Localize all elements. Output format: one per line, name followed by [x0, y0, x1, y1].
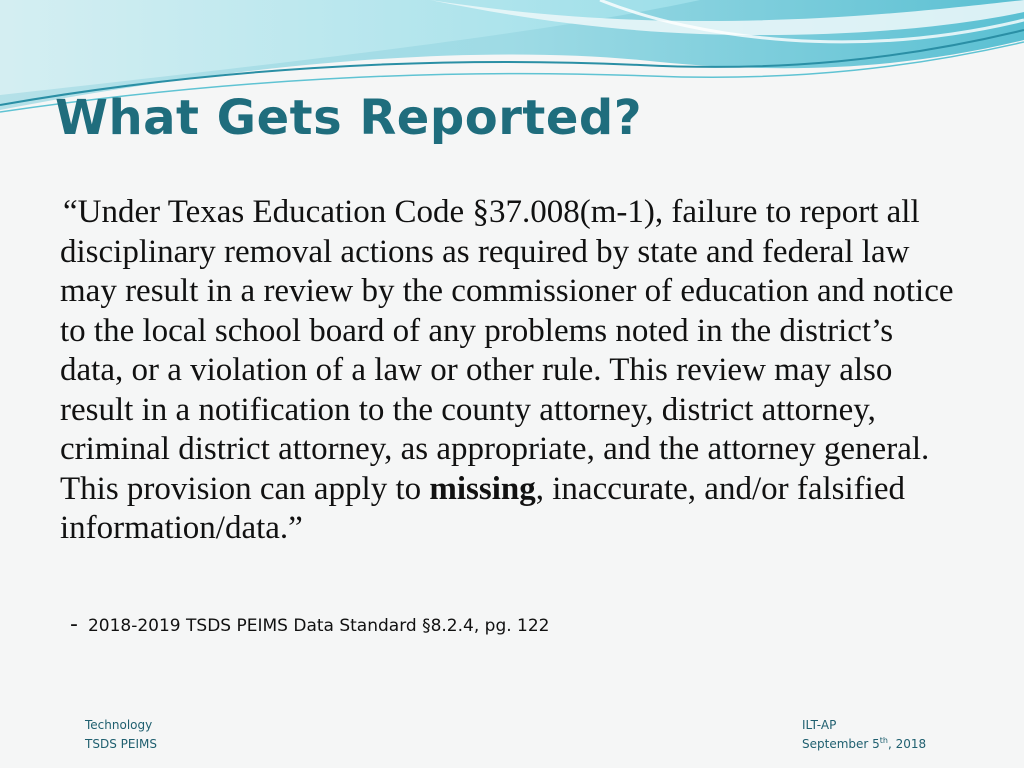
footer-date-prefix: September 5 [802, 737, 880, 751]
citation-dash: - [70, 612, 78, 637]
quote-text-part1: “Under Texas Education Code §37.008(m-1), failure to report all disciplinary removal actions as required by state and federal law may result in a review by the commissioner of education and notice to the local school board of any problems noted in the district’s data, or a violation of a law or other rule. This review may also result in a notification to the county attorney, district attorney, criminal district attorney, as appropriate, and the attorney general. This provision can apply to [60, 194, 954, 507]
footer-left-line1: Technology [85, 718, 153, 732]
quote-emphasis: missing [429, 470, 536, 507]
footer-right [802, 716, 926, 754]
quote-text-part2: , inaccurate, and/or falsified information/data.” [60, 470, 905, 546]
footer-left [85, 716, 157, 754]
footer-date [802, 735, 926, 754]
citation [70, 612, 550, 639]
quote-body [60, 193, 960, 549]
citation-text: 2018-2019 TSDS PEIMS Data Standard §8.2.4, pg. 122 [87, 616, 550, 636]
footer-date-sup: th [879, 736, 888, 745]
footer-left-line2: TSDS PEIMS [85, 737, 157, 751]
footer-date-suffix: , 2018 [888, 737, 927, 751]
slide-title: What Gets Reported? [55, 90, 643, 146]
footer-right-line1: ILT-AP [802, 718, 837, 732]
